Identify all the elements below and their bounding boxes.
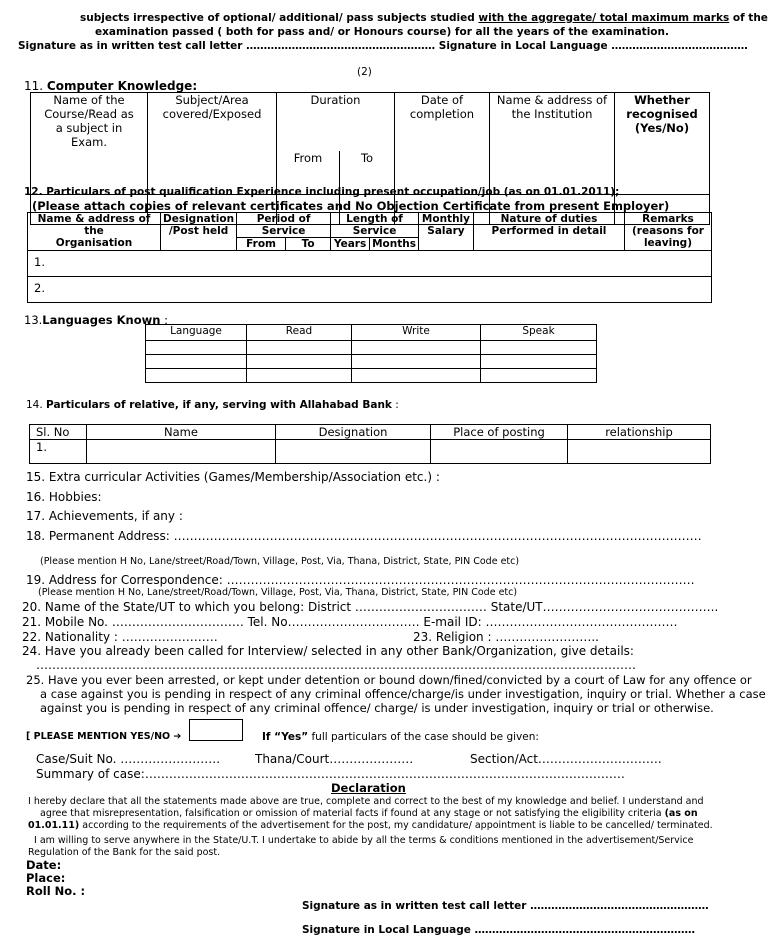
col-place: Place of posting — [431, 425, 568, 440]
section-14-heading: 14. Particulars of relative, if any, serving with Allahabad Bank : — [26, 399, 399, 411]
col-course: Name of the Course/Read as a subject in Exam. — [31, 93, 148, 195]
col-duties: Nature of duties Performed in detail — [473, 213, 624, 251]
roll-no-label: Roll No. : — [26, 884, 86, 898]
col-institution: Name & address of the Institution — [490, 93, 615, 195]
col-period-to: To — [286, 238, 331, 251]
table-row[interactable] — [146, 355, 597, 369]
section-act: Section/Act…………………………. — [470, 752, 662, 766]
col-remarks: Remarks (reasons for leaving) — [624, 213, 711, 251]
table-row[interactable] — [30, 440, 711, 464]
section-12-heading: 12. Particulars of post qualification Experience including present occupation/job (as on 01.01.2011); — [24, 186, 620, 198]
col-salary: Monthly Salary — [418, 213, 473, 251]
please-mention-label: [ PLEASE MENTION YES/NO ➔ — [26, 731, 182, 742]
col-recognised: Whether recognised (Yes/No) — [615, 93, 710, 195]
table-row[interactable] — [146, 341, 597, 355]
relatives-table — [29, 424, 711, 464]
item-22: 22. Nationality : …………………… — [22, 630, 218, 644]
col-speak: Speak — [481, 325, 597, 341]
section-11-heading: 11. Computer Knowledge: — [24, 79, 198, 93]
col-months: Months — [370, 238, 419, 251]
item-24-dots: …………………………………………………………………………………………………………………………………… — [36, 658, 636, 672]
col-duration-to: To — [340, 151, 395, 195]
declaration-p2-line1: I am willing to serve anywhere in the State/U.T. I undertake to abide by all the terms & conditions mentioned in the advertisement/Service — [34, 835, 694, 846]
item-25-line3: against you is pending in respect of any criminal offence/ charge/ is under investigation, inquiry or trial or otherwise. — [40, 701, 714, 715]
if-yes-text: If “Yes” full particulars of the case should be given: — [262, 731, 539, 743]
col-duration: Duration — [277, 93, 395, 151]
item-19-note: (Please mention H No, Lane/street/Road/Town, Village, Post, Via, Thana, District, State, PIN Code etc) — [38, 587, 518, 598]
eligibility-note-line1: subjects irrespective of optional/ additional/ pass subjects studied with the aggregate/ total maximum marks of the — [80, 12, 768, 24]
table-row[interactable] — [146, 369, 597, 383]
col-organisation: Name & address of the Organisation — [28, 213, 161, 251]
col-subject-area: Subject/Area covered/Exposed — [148, 93, 277, 195]
col-designation: Designation /Post held — [161, 213, 237, 251]
item-16: 16. Hobbies: — [26, 490, 102, 504]
row-1-label: 1. — [28, 251, 712, 277]
languages-table — [145, 324, 597, 383]
item-18: 18. Permanent Address: …………………………………………………………………………………………………………………… — [26, 529, 702, 543]
case-summary: Summary of case:………………………………………………………………………………………………………… — [36, 767, 625, 781]
row-1-label: 1. — [30, 440, 87, 464]
section-13-heading: 13.Languages Known : — [24, 313, 168, 327]
experience-table — [27, 212, 712, 303]
col-sl-no: Sl. No — [30, 425, 87, 440]
table-row[interactable] — [28, 277, 712, 303]
col-designation: Designation — [276, 425, 431, 440]
signature-test-call: Signature as in written test call letter …………………………………………… — [302, 900, 709, 912]
col-read: Read — [247, 325, 352, 341]
item-24: 24. Have you already been called for Interview/ selected in any other Bank/Organization, give details: — [22, 644, 634, 658]
case-suit-no: Case/Suit No. ……………………. — [36, 752, 221, 766]
yes-no-box[interactable] — [189, 719, 243, 741]
declaration-title: Declaration — [331, 781, 406, 795]
col-relationship: relationship — [568, 425, 711, 440]
row-2-label: 2. — [28, 277, 712, 303]
col-years: Years — [331, 238, 370, 251]
item-25-line2: a case against you is pending in respect of any criminal offence/charge/is under investigation, inquiry or trial. Whether a case — [40, 687, 766, 701]
col-period: Period of Service — [237, 213, 331, 238]
item-19: 19. Address for Correspondence: ……………………………………………………………………………………………………… — [26, 573, 695, 587]
signature-line-top: Signature as in written test call letter ……………………………………………… Signature in Local Language ………………………………… — [18, 40, 748, 52]
col-period-from: From — [237, 238, 286, 251]
col-name: Name — [87, 425, 276, 440]
col-date-completion: Date of completion — [395, 93, 490, 195]
col-write: Write — [352, 325, 481, 341]
thana-court: Thana/Court………………… — [255, 752, 414, 766]
col-language: Language — [146, 325, 247, 341]
item-20: 20. Name of the State/UT to which you belong: District …………………………… State/UT…………………………………….. — [22, 600, 719, 614]
col-duration-from: From — [277, 151, 340, 195]
item-15: 15. Extra curricular Activities (Games/Membership/Association etc.) : — [26, 470, 440, 484]
item-18-note: (Please mention H No, Lane/street/Road/Town, Village, Post, Via, Thana, District, State, PIN Code etc) — [40, 556, 520, 567]
declaration-p1-line1: I hereby declare that all the statements made above are true, complete and correct to the best of my knowledge and belief. I understand and — [28, 796, 704, 807]
place-label: Place: — [26, 871, 66, 885]
section-12-subheading: (Please attach copies of relevant certificates and No Objection Certificate from present Employer) — [32, 199, 670, 213]
item-21: 21. Mobile No. …………………………… Tel. No…………………………… E-mail ID: ………………………………………… — [22, 615, 678, 629]
col-length: Length of Service — [331, 213, 419, 238]
table-row[interactable] — [28, 251, 712, 277]
declaration-p1-line2: agree that misrepresentation, falsification or omission of material facts if found at any stage or not satisfying the eligibility criteria (as on — [40, 808, 698, 819]
signature-local-language: Signature in Local Language ……………………………………………………… — [302, 924, 696, 936]
item-17: 17. Achievements, if any : — [26, 509, 183, 523]
page-number: (2) — [357, 66, 372, 78]
eligibility-note-line2: examination passed ( both for pass and/ or Honours course) for all the years of the examination. — [95, 26, 669, 38]
item-23: 23. Religion : …………………….. — [413, 630, 599, 644]
item-25-line1: 25. Have you ever been arrested, or kept under detention or bound down/fined/convicted by a court of Law for any offence or — [26, 673, 752, 687]
declaration-p2-line2: Regulation of the Bank for the said post. — [28, 847, 221, 858]
date-label: Date: — [26, 858, 62, 872]
declaration-p1-line3: 01.01.11) according to the requirements of the advertisement for the post, my candidature/ appointment is liable to be cancelled/ terminated. — [28, 820, 713, 831]
